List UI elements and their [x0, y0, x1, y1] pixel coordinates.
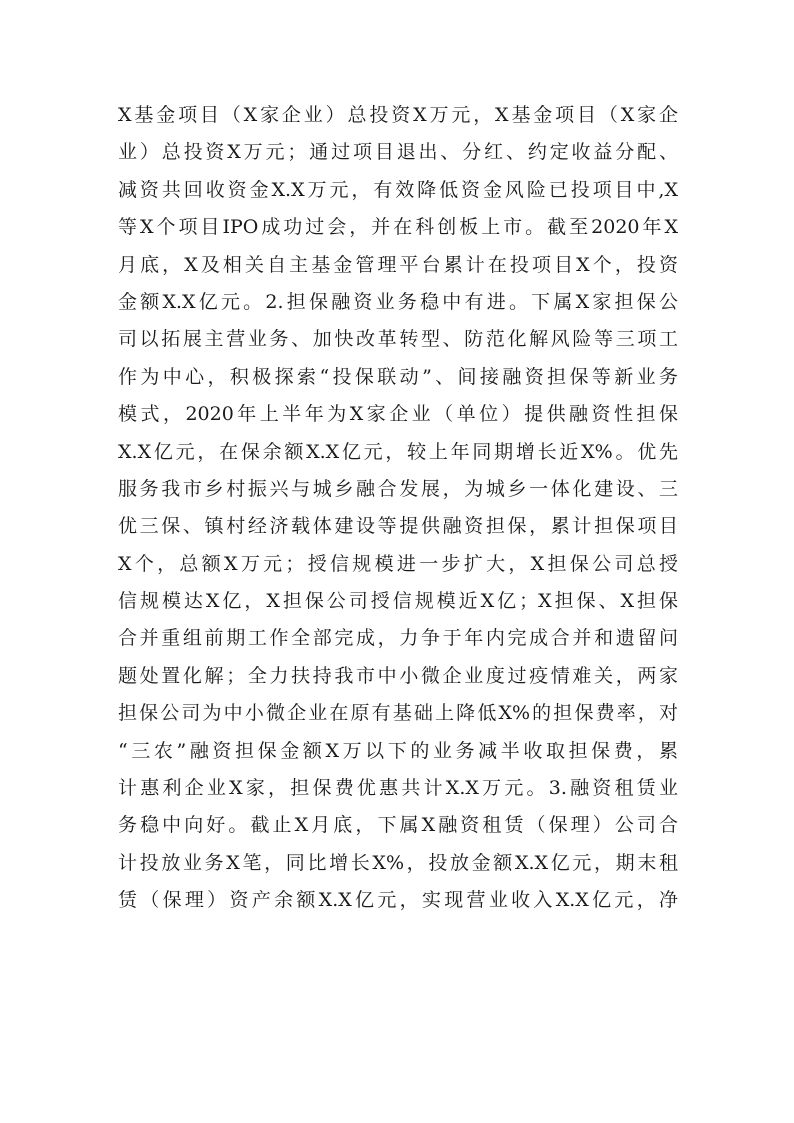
text-line-21: 计投放业务X笔，同比增长X%，投放金额X.X亿元，期末租	[118, 851, 678, 874]
text-line-11: 服务我市乡村振兴与城乡融合发展，为城乡一体化建设、三	[118, 477, 678, 500]
text-line-9: 模式，2020年上半年为X家企业（单位）提供融资性担保	[118, 403, 678, 426]
text-line-17: 担保公司为中小微企业在原有基础上降低X%的担保费率，对	[118, 702, 678, 725]
text-line-16: 题处置化解；全力扶持我市中小微企业度过疫情难关，两家	[118, 664, 678, 687]
text-line-3: 减资共回收资金X.X万元，有效降低资金风险已投项目中,X	[118, 178, 678, 201]
text-line-7: 司以拓展主营业务、加快改革转型、防范化解风险等三项工	[118, 328, 678, 351]
text-line-6: 金额X.X亿元。2.担保融资业务稳中有进。下属X家担保公	[118, 290, 678, 313]
text-line-15: 合并重组前期工作全部完成，力争于年内完成合并和遗留问	[118, 627, 678, 650]
text-line-4: 等X个项目IPO成功过会，并在科创板上市。截至2020年X	[118, 216, 678, 239]
text-line-1: X基金项目（X家企业）总投资X万元，X基金项目（X家企	[118, 104, 678, 126]
text-line-8: 作为中心，积极探索“投保联动”、间接融资担保等新业务	[118, 365, 678, 388]
text-line-20: 务稳中向好。截止X月底，下属X融资租赁（保理）公司合	[118, 814, 678, 837]
text-line-2: 业）总投资X万元；通过项目退出、分红、约定收益分配、	[118, 141, 678, 164]
text-line-22: 赁（保理）资产余额X.X亿元，实现营业收入X.X亿元，净	[118, 889, 678, 912]
text-line-19: 计惠利企业X家，担保费优惠共计X.X万元。3.融资租赁业	[118, 777, 678, 800]
text-line-13: X个，总额X万元；授信规模进一步扩大，X担保公司总授	[118, 552, 678, 575]
text-line-14: 信规模达X亿，X担保公司授信规模近X亿；X担保、X担保	[118, 590, 678, 613]
text-line-10: X.X亿元，在保余额X.X亿元，较上年同期增长近X%。优先	[118, 440, 678, 463]
text-line-5: 月底，X及相关自主基金管理平台累计在投项目X个，投资	[118, 253, 678, 276]
body-paragraph	[118, 97, 678, 920]
text-line-18: “三农”融资担保金额X万以下的业务减半收取担保费，累	[118, 739, 678, 762]
text-line-12: 优三保、镇村经济载体建设等提供融资担保，累计担保项目	[118, 515, 678, 538]
